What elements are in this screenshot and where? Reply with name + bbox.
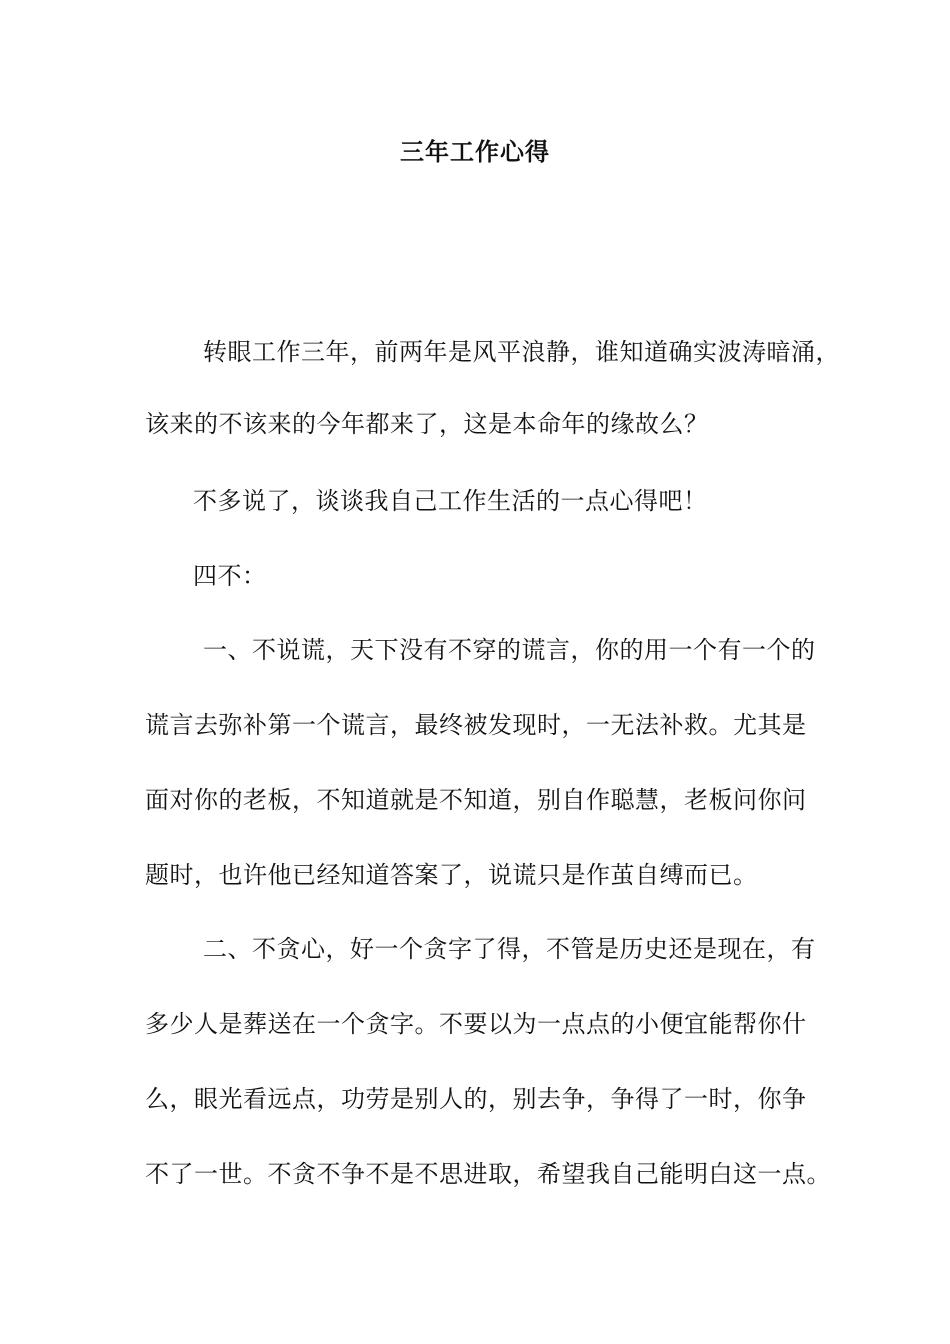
paragraph-line: 题时，也许他已经知道答案了，说谎只是作茧自缚而已。	[145, 861, 758, 889]
paragraph-line: 谎言去弥补第一个谎言，最终被发现时，一无法补救。尤其是	[145, 711, 807, 739]
paragraph-line: 不了一世。不贪不争不是不思进取，希望我自己能明白这一点。	[145, 1160, 831, 1188]
paragraph-line: 多少人是葬送在一个贪字。不要以为一点点的小便宜能帮你什	[145, 1010, 807, 1038]
paragraph-line: 转眼工作三年，前两年是风平浪静，谁知道确实波涛暗涌，	[203, 338, 840, 366]
paragraph-line: 该来的不该来的今年都来了，这是本命年的缘故么？	[145, 410, 709, 438]
paragraph-line: 么，眼光看远点，功劳是别人的，别去争，争得了一时，你争	[145, 1085, 807, 1113]
paragraph-line: 二、不贪心，好一个贪字了得，不管是历史还是现在，有	[203, 935, 816, 963]
document-title: 三年工作心得	[400, 137, 550, 166]
section-heading: 四不：	[193, 562, 267, 590]
paragraph-line: 不多说了，谈谈我自己工作生活的一点心得吧！	[193, 487, 708, 515]
paragraph-line: 面对你的老板，不知道就是不知道，别自作聪慧，老板问你问	[145, 786, 807, 814]
paragraph-line: 一、不说谎，天下没有不穿的谎言，你的用一个有一个的	[203, 636, 816, 664]
